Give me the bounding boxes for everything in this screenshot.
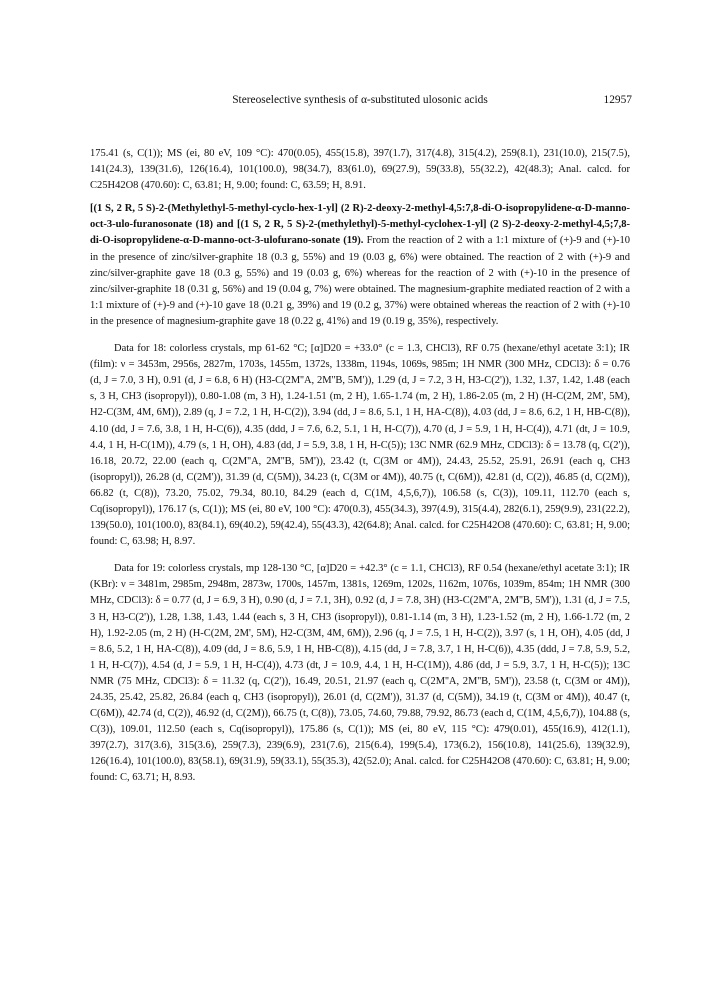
compound-section (90, 201, 630, 330)
procedure-text: From the reaction of 2 with a 1:1 mixture of (+)-9 and (+)-10 in the presence of zinc/silver-graphite 18 (0.3 g, 55%) and 19 (0.03 g, 6%) were obtained. The reaction of 2 with (+)-9 and zinc/silver-graphite gave 18 (0.3 g, 55%) and 19 (0.03 g, 6%) whereas for the reaction of 2 with (+)-10 in the presence of zinc/silver-graphite 18 (0.31 g, 56%) and 19 (0.04 g, 7%) were obtained. The magnesium-graphite mediated reaction of 2 with a 1:1 mixture of (+)-9 and (+)-10 gave 18 (0.21 g, 39%) and 19 (0.2 g, 37%) were obtained whereas the reaction of 2 with (+)-10 in the presence of magnesium-graphite gave 18 (0.22 g, 41%) and 19 (0.19 g, 35%), respectively. (90, 235, 631, 327)
ms-continued-paragraph: 175.41 (s, C(1)); MS (ei, 80 eV, 109 °C): 470(0.05), 455(15.8), 397(1.7), 317(4.8), 315(4.2), 259(8.1), 231(10.0), 215(7.5), 141(24.3), 139(31.6), 126(16.4), 101(100.0), 98(34.7), 83(61.0), 69(27.9), 59(33.8), 55(32.2), 42(48.3); Anal. calcd. for C25H42O8 (470.60): C, 63.81; H, 9.00; found: C, 63.59; H, 8.91. (90, 148, 630, 192)
compound-heading: [(1 S, 2 R, 5 S)-2-(Methylethyl-5-methyl-cyclo-hex-1-yl] (2 R)-2-deoxy-2-methyl-4,5:7,8-di-O-isopropylidene-α-D-manno-oct-3-ulo-furanosonate (18) and [(1 S, 2 R, 5 S)-2-(methylethyl)-5-methyl-cyclohex-1-yl] (2 S)-2-deoxy-2-methyl-4,5;7,8-di-O-isopropylidene-α-D-manno-oct-3-ulofurano-sonate (19). (90, 203, 630, 247)
article-body (90, 146, 630, 787)
running-title: Stereoselective synthesis of α-substituted ulosonic acids (232, 94, 488, 106)
data-19-paragraph: Data for 19: colorless crystals, mp 128-130 °C, [α]D20 = +42.3° (c = 1.1, CHCl3), RF 0.54 (hexane/ethyl acetate 3:1); IR (KBr): ν = 3481m, 2985m, 2948m, 2873w, 1700s, 1457m, 1381s, 1269m, 1202s, 1162m, 1076s, 1039m, 854m; 1H NMR (300 MHz, CDCl3): δ = 0.77 (d, J = 6.9, 3 H), 0.90 (d, J = 7.1, 3H), 0.92 (d, J = 7.8, 3H) (H3-C(2M''A, 2M''B, 5M')), 1.31 (d, J = 7.5, 3 H, H3-C(2')), 1.28, 1.38, 1.43, 1.44 (each s, 3 H, CH3 (isopropyl)), 0.81-1.14 (m, 3 H), 1.23-1.52 (m, 2 H), 1.66-1.72 (m, 2 H), 1.92-2.05 (m, 2 H) (H-C(2M, 2M', 5M), H2-C(3M, 4M, 6M)), 2.96 (q, J = 7.5, 1 H, H-C(2)), 3.97 (s, 1 H, OH), 4.05 (dd, J = 8.6, 5.2, 1 H, HA-C(8)), 4.09 (dd, J = 8.6, 5.9, 1 H, HB-C(8)), 4.15 (dd, J = 7.8, 3.7, 1 H, H-C(6)), 4.35 (ddd, J = 7.8, 5.9, 5.2, 1 H, H-C(7)), 4.54 (d, J = 5.9, 1 H, H-C(4)), 4.73 (dt, J = 10.9, 4.4, 1 H, H-C(1M)), 4.86 (dd, J = 5.9, 3.7, 1 H, H-C(5)); 13C NMR (75 MHz, CDCl3): δ = 11.32 (q, C(2')), 16.49, 20.51, 21.97 (each q, C(2M''A, 2M''B, 5M')), 23.58 (t, C(3M or 4M)), 24.35, 25.42, 25.82, 26.84 (each q, CH3 (isopropyl)), 26.01 (d, C(2M')), 31.37 (d, C(5M)), 34.19 (t, C(3M or 4M)), 40.47 (t, C(6M)), 42.74 (d, C(2)), 46.92 (d, C(2M)), 66.75 (t, C(8)), 73.05, 74.60, 79.88, 79.92, 86.73 (each d, C(1M, 4,5,6,7)), 104.88 (s, C(3)), 109.01, 112.50 (each s, Cq(isopropyl)), 175.86 (s, C(1)); MS (ei, 80 eV, 115 °C): 479(0.01), 455(16.9), 412(1.1), 397(2.7), 317(3.6), 315(3.6), 259(7.3), 239(6.9), 231(7.6), 215(6.4), 199(5.4), 173(6.2), 156(10.8), 141(25.6), 139(32.9), 126(16.4), 101(100.0), 83(58.1), 69(31.9), 59(33.1), 55(35.3), 42(52.0); Anal. calcd. for C25H42O8 (470.60): C, 63.81; H, 9.00; found: C, 63.71; H, 8.93. (90, 563, 630, 784)
running-header (0, 94, 720, 110)
page-number: 12957 (603, 94, 632, 106)
data-18-paragraph: Data for 18: colorless crystals, mp 61-62 °C; [α]D20 = +33.0° (c = 1.3, CHCl3), RF 0.75 (hexane/ethyl acetate 3:1); IR (film): ν = 3453m, 2956s, 2827m, 1703s, 1455m, 1372s, 1338m, 1194s, 1069s, 985m; 1H NMR (300 MHz, CDCl3): δ = 0.76 (d, J = 7.0, 3 H), 0.91 (d, J = 6.8, 6 H) (H3-C(2M''A, 2M''B, 5M')), 1.29 (d, J = 7.2, 3 H, H3-C(2')), 1.32, 1.37, 1.42, 1.48 (each s, 3 H, CH3 (isopropyl)), 0.80-1.08 (m, 3 H), 1.24-1.51 (m, 2 H), 1.65-1.74 (m, 2 H), 1.86-2.05 (m, 2 H) (H-C(2M, 2M', 5M), H2-C(3M, 4M, 6M)), 2.89 (q, J = 7.2, 1 H, H-C(2)), 3.94 (dd, J = 8.6, 5.1, 1 H, HA-C(8)), 4.03 (dd, J = 8.6, 6.2, 1 H, HB-C(8)), 4.10 (dd, J = 7.6, 3.8, 1 H, H-C(6)), 4.35 (ddd, J = 7.6, 6.2, 5.1, 1 H, H-C(7)), 4.70 (d, J = 5.9, 1 H, H-C(4)), 4.71 (dt, J = 10.9, 4.4, 1 H, H-C(1M)), 4.79 (s, 1 H, OH), 4.83 (dd, J = 5.9, 3.8, 1 H, H-C(5)); 13C NMR (62.9 MHz, CDCl3): δ = 13.78 (q, C(2')), 16.18, 20.72, 22.00 (each q, C(2M''A, 2M''B, 5M')), 23.42 (t, C(3M or 4M)), 24.43, 25.52, 25.91, 26.91 (each q, CH3 (isopropyl)), 26.28 (d, C(2M')), 31.39 (d, C(5M)), 34.23 (t, C(3M or 4M)), 40.75 (t, C(6M)), 42.81 (d, C(2)), 46.85 (d, C(2M)), 66.82 (t, C(8)), 73.20, 75.02, 79.34, 80.10, 84.29 (each d, C(1M, 4,5,6,7)), 106.58 (s, C(3)), 109.11, 112.70 (each s, Cq(isopropyl)), 176.17 (s, C(1)); MS (ei, 80 eV, 100 °C): 470(0.3), 455(34.3), 397(4.9), 315(4.4), 282(6.1), 259(9.9), 231(22.2), 139(50.0), 101(100.0), 83(84.1), 69(40.2), 59(42.4), 55(43.3), 42(64.8); Anal. calcd. for C25H42O8 (470.60): C, 63.81; H, 9.00; found: C, 63.98; H, 8.97. (90, 343, 630, 548)
